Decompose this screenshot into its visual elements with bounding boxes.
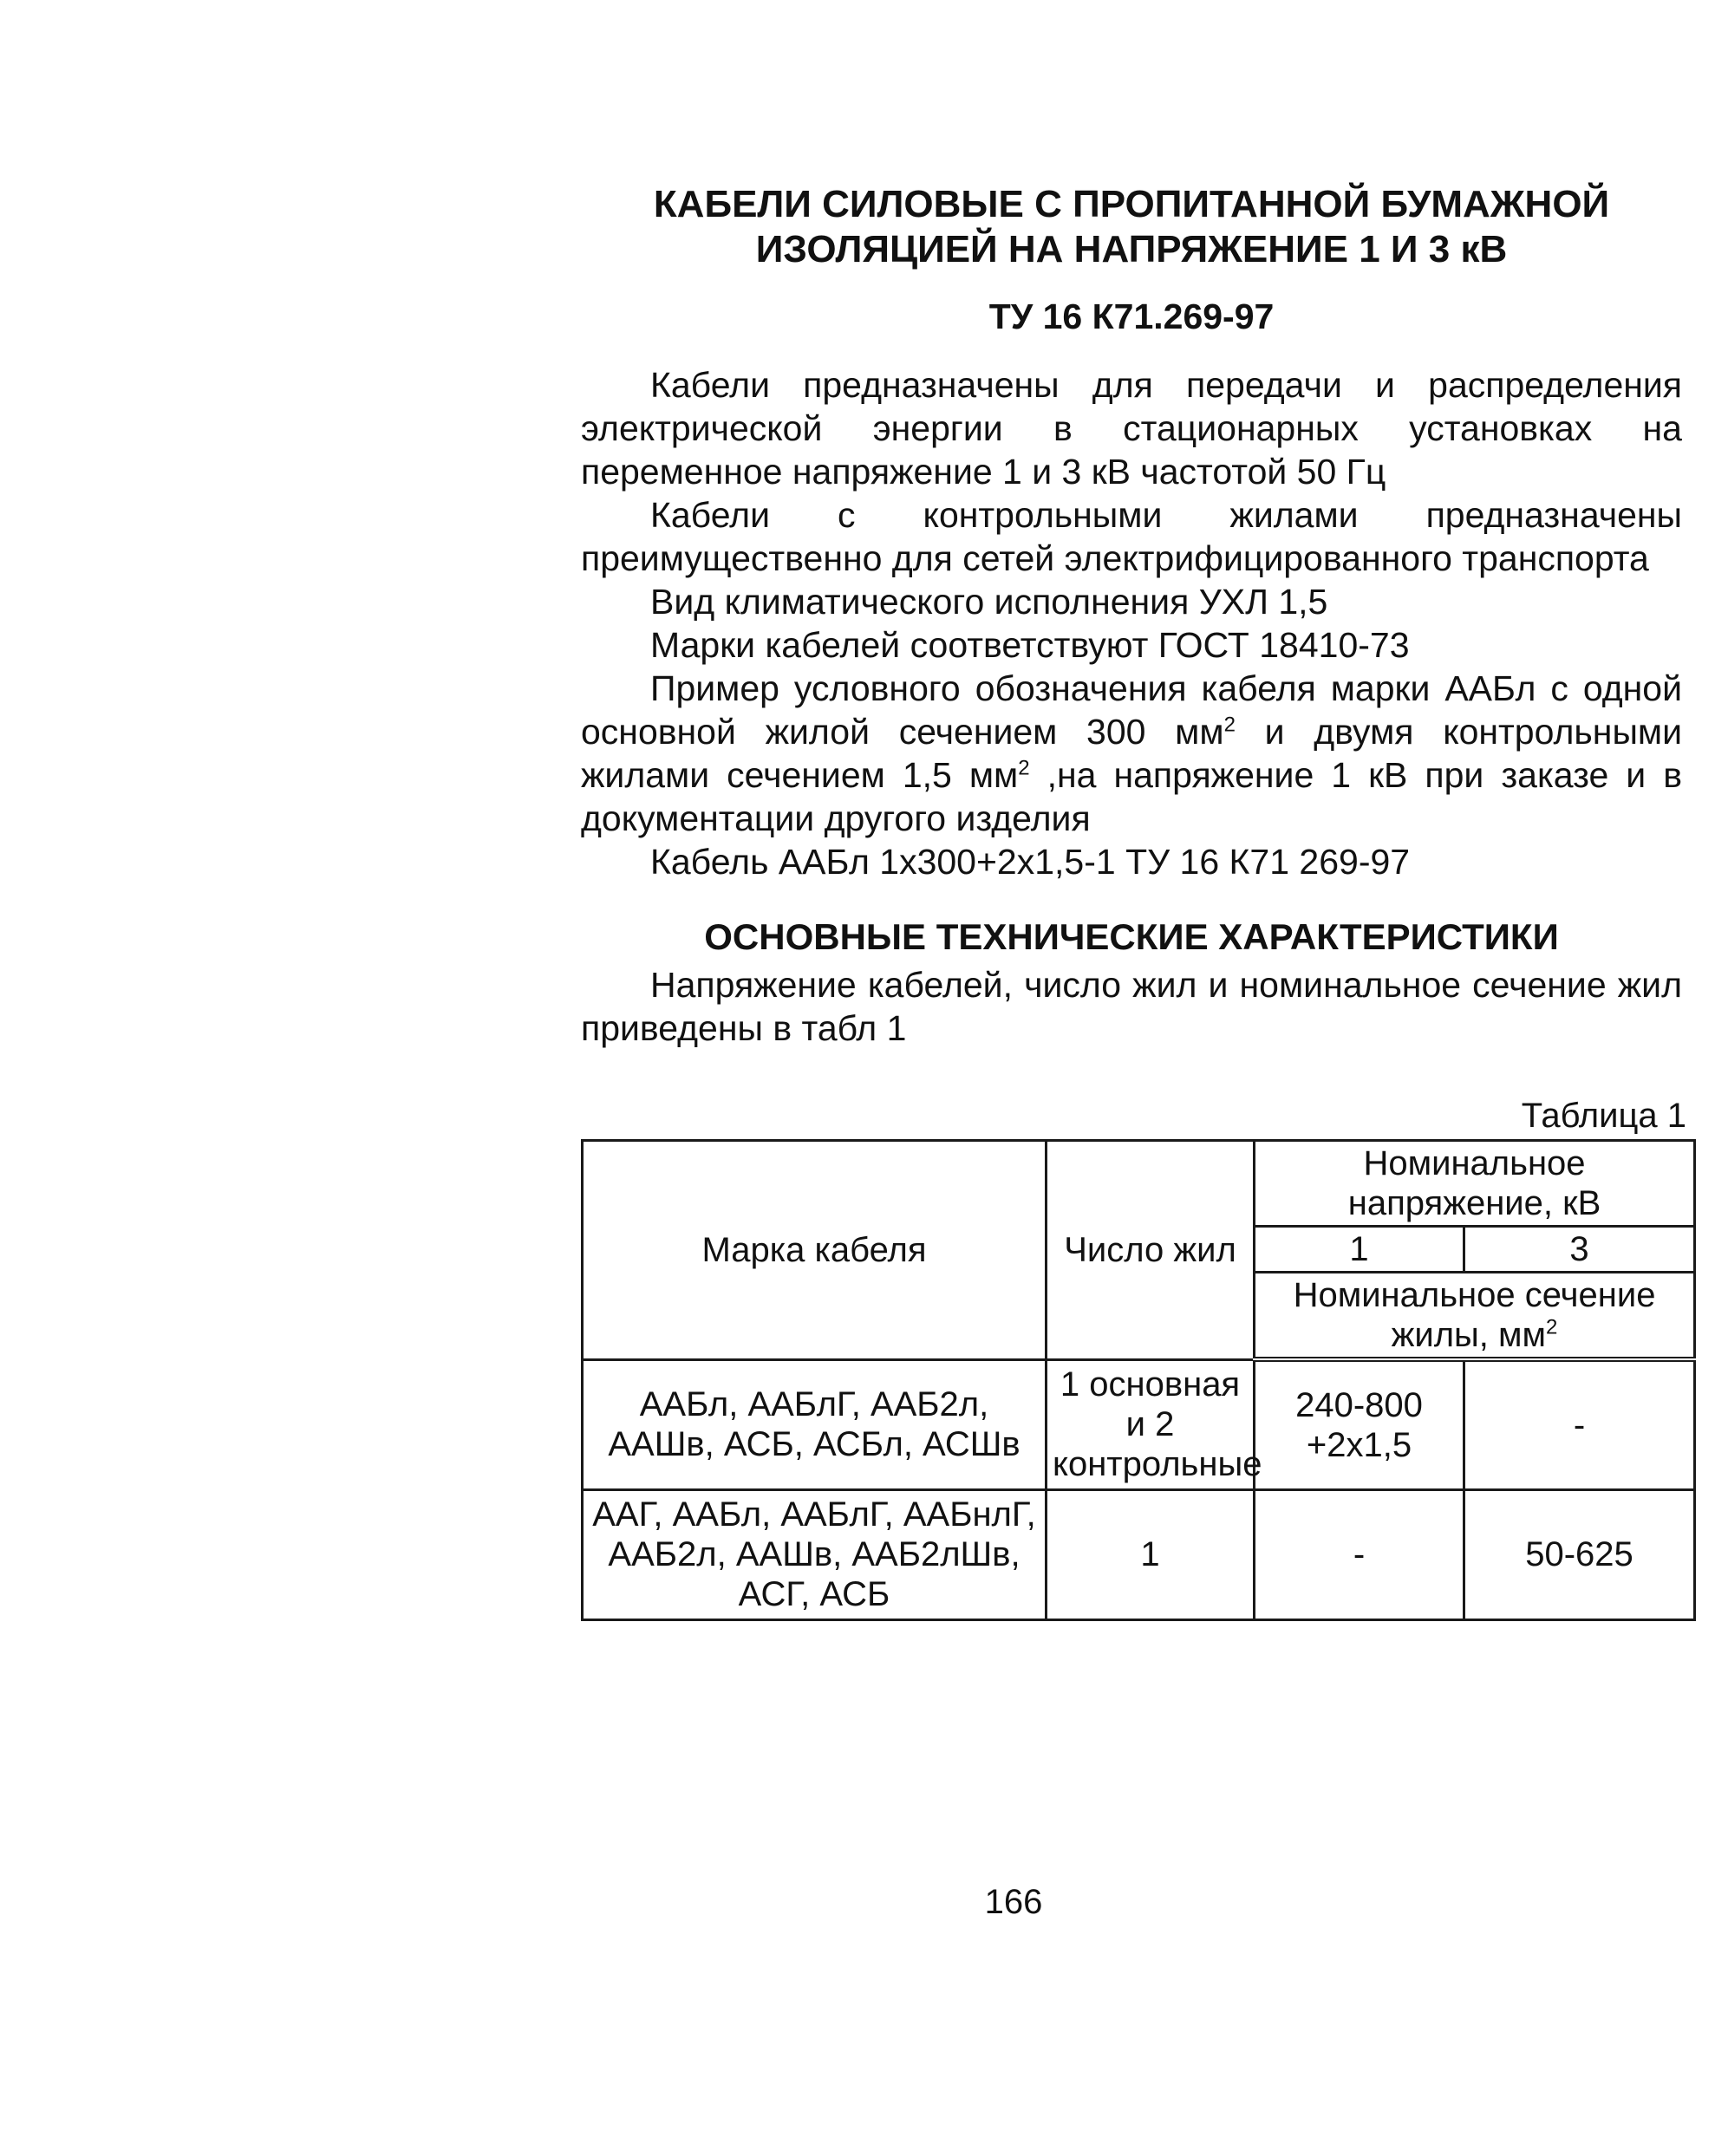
paragraph-purpose: Кабели предназначены для передачи и распределения электрической энергии в стационарных установках на переменное напряжение 1 и 3 кВ частотой 50 Гц <box>581 365 1682 492</box>
row-brand: ААБл, ААБлГ, ААБ2л, ААШв, АСБ, АСБл, АСШв <box>583 1359 1047 1489</box>
example-text-c: ,на напряжение 1 кВ при заказе и в документации другого изделия <box>581 755 1682 838</box>
document-title <box>642 182 1621 272</box>
paragraph-control-cores: Кабели с контрольными жилами предназначены преимущественно для сетей электрифицированного транспорта <box>581 495 1682 578</box>
superscript: 2 <box>1223 713 1236 737</box>
paragraph-climate: Вид климатического исполнения УХЛ 1,5 <box>650 582 1328 622</box>
section-title: ОСНОВНЫЕ ТЕХНИЧЕСКИЕ ХАРАКТЕРИСТИКИ <box>704 916 1559 957</box>
header-voltage-3: 3 <box>1464 1227 1695 1273</box>
spec-code: ТУ 16 К71.269-97 <box>988 296 1275 336</box>
document-page <box>581 182 1686 1621</box>
row-section-3kv: - <box>1464 1359 1695 1489</box>
row-cores: 1 <box>1047 1489 1255 1619</box>
section-body <box>581 963 1682 1050</box>
paragraph-table-reference: Напряжение кабелей, число жил и номинальное сечение жил приведены в табл 1 <box>581 965 1682 1048</box>
table-row <box>583 1489 1695 1619</box>
row-section-1kv: - <box>1255 1489 1464 1619</box>
paragraph-example <box>581 667 1682 840</box>
title-line-2: ИЗОЛЯЦИЕЙ НА НАПРЯЖЕНИЕ 1 И 3 кВ <box>755 228 1508 270</box>
row-section-1kv: 240-800 +2х1,5 <box>1255 1359 1464 1489</box>
row-cores: 1 основная и 2 контрольные <box>1047 1359 1255 1489</box>
header-voltage-1: 1 <box>1255 1227 1464 1273</box>
example-text-b: и двумя контрольными жилами сечением 1,5 мм <box>581 712 1682 795</box>
header-cores: Число жил <box>1047 1141 1255 1360</box>
row-section-3kv: 50-625 <box>1464 1489 1695 1619</box>
paragraph-designation: Кабель ААБл 1х300+2х1,5-1 ТУ 16 К71 269-97 <box>650 842 1411 882</box>
example-text-a: Пример условного обозначения кабеля марки ААБл с одной основной жилой сечением 300 мм <box>581 668 1682 752</box>
header-section-text: Номинальное сечение жилы, мм <box>1293 1276 1656 1354</box>
superscript: 2 <box>1546 1315 1558 1339</box>
header-voltage: Номинальное напряжение, кВ <box>1255 1141 1695 1227</box>
header-brand: Марка кабеля <box>583 1141 1047 1360</box>
table-caption: Таблица 1 <box>1521 1097 1686 1135</box>
title-line-1: КАБЕЛИ СИЛОВЫЕ С ПРОПИТАННОЙ БУМАЖНОЙ <box>653 183 1610 225</box>
cable-spec-table <box>581 1139 1696 1621</box>
superscript: 2 <box>1018 756 1030 780</box>
paragraph-gost: Марки кабелей соответствуют ГОСТ 18410-73 <box>650 625 1410 665</box>
row-brand: ААГ, ААБл, ААБлГ, ААБнлГ, ААБ2л, ААШв, ААБ2лШв, АСГ, АСБ <box>583 1489 1047 1619</box>
header-section <box>1255 1273 1695 1360</box>
page-number: 166 <box>984 1883 1043 1921</box>
intro-text <box>581 363 1682 883</box>
table-row <box>583 1359 1695 1489</box>
